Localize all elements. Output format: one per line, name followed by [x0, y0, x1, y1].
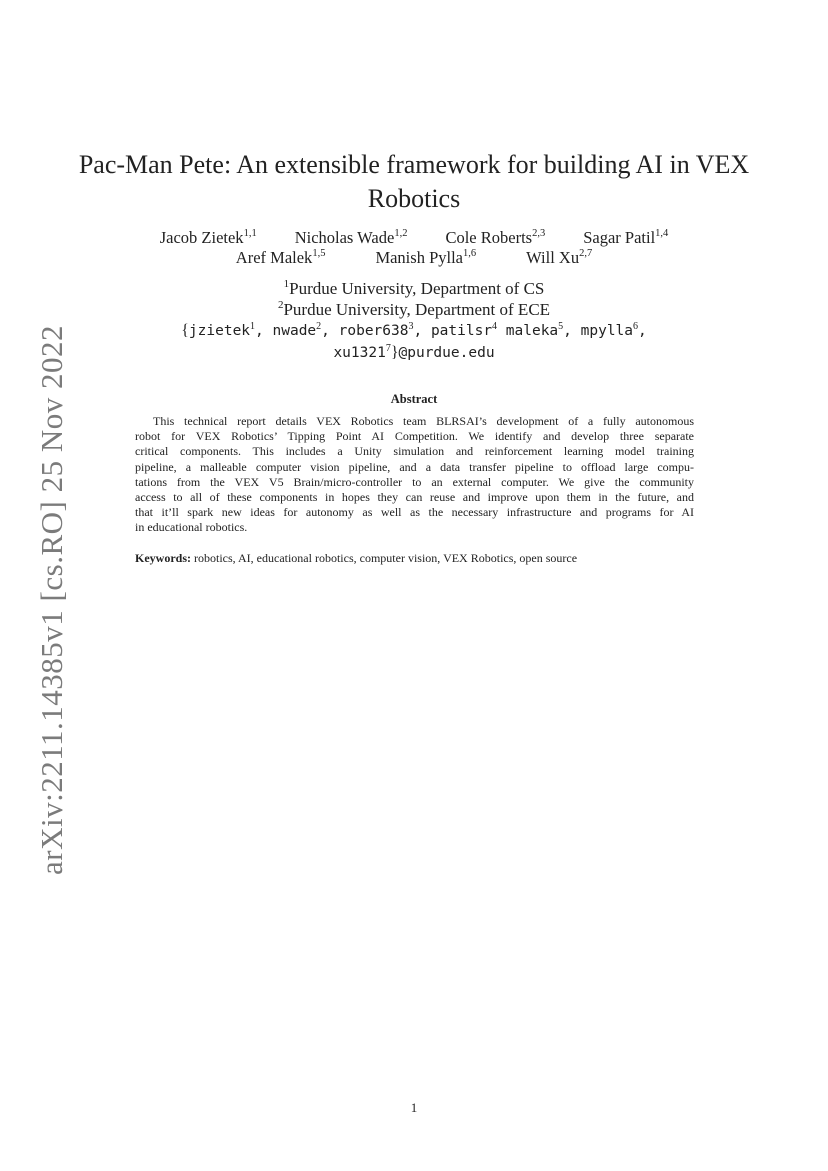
email-id: maleka [505, 323, 559, 339]
abstract-line: pipeline, a malleable computer vision pipeline, and a data transfer pipeline to offload large compu- [135, 459, 694, 474]
abstract-line: that it’ll spark new ideas for autonomy as well as the necessary infrastructure and programs for AI [135, 505, 694, 520]
page-number: 1 [410, 1100, 418, 1115]
abstract-line: in educational robotics. [135, 520, 248, 535]
affiliations [0, 279, 828, 320]
abstract-heading: Abstract [390, 392, 438, 406]
email-line-2: xu1321$^7$}@purdue.edu [333, 343, 495, 361]
email-id: jzietek [188, 323, 251, 339]
keywords [135, 551, 715, 566]
email-id: nwade [272, 323, 317, 339]
abstract-body [135, 414, 694, 536]
arxiv-side-stamp: arXiv:2211.14385v1 [cs.RO] 25 Nov 2022 [34, 325, 69, 875]
abstract-line: critical components. This includes a Unity simulation and reinforcement learning model training [135, 444, 694, 459]
author: Nicholas Wade$^{1,2}$ [294, 228, 408, 247]
email-id: mpylla [580, 323, 634, 339]
affiliation: $^1$Purdue University, Department of CS [283, 278, 545, 298]
abstract-line: access to all of these components in hopes they can reuse and improve upon them in the future, and [135, 490, 694, 505]
keywords-text: robotics, AI, educational robotics, computer vision, VEX Robotics, open source [194, 551, 578, 565]
author-list [0, 228, 828, 268]
abstract-line: robot for VEX Robotics’ Tipping Point AI Competition. We identify and develop three separate [135, 429, 694, 444]
author-row-2 [0, 248, 828, 268]
email-block [0, 320, 828, 364]
title-line-1: Pac-Man Pete: An extensible framework for building AI in VEX [78, 150, 750, 179]
email-id: patilsr [430, 323, 493, 339]
email-line-1: {jzietek$^1$, nwade$^2$, $rober638^3$, patilsr$^4$ maleka$^5$, mpylla$^6$, [181, 321, 647, 339]
abstract-line: tations from the VEX V5 Brain/micro-controller to an external computer. We give the community [135, 474, 694, 489]
paper-title [0, 148, 828, 216]
author: Aref Malek$^{1,5}$ [235, 248, 326, 267]
keywords-label: Keywords: [135, 551, 191, 565]
author: Manish Pylla$^{1,6}$ [375, 248, 477, 267]
author: Will Xu$^{2,7}$ [526, 248, 593, 267]
author-row-1 [0, 228, 828, 248]
affiliation: $^2$Purdue University, Department of ECE [277, 298, 551, 319]
author: Jacob Zietek$^{1,1}$ [159, 228, 257, 247]
title-line-2: Robotics [367, 184, 461, 213]
author: Sagar Patil$^{1,4}$ [583, 228, 669, 247]
email-id: xu1321 [333, 345, 386, 361]
email-id: rober638 [338, 323, 409, 339]
email-domain: @purdue.edu [398, 345, 495, 361]
abstract-line: This technical report details VEX Robotics team BLRSAI’s development of a fully autonomous [153, 414, 694, 428]
author: Cole Roberts$^{2,3}$ [445, 228, 546, 247]
